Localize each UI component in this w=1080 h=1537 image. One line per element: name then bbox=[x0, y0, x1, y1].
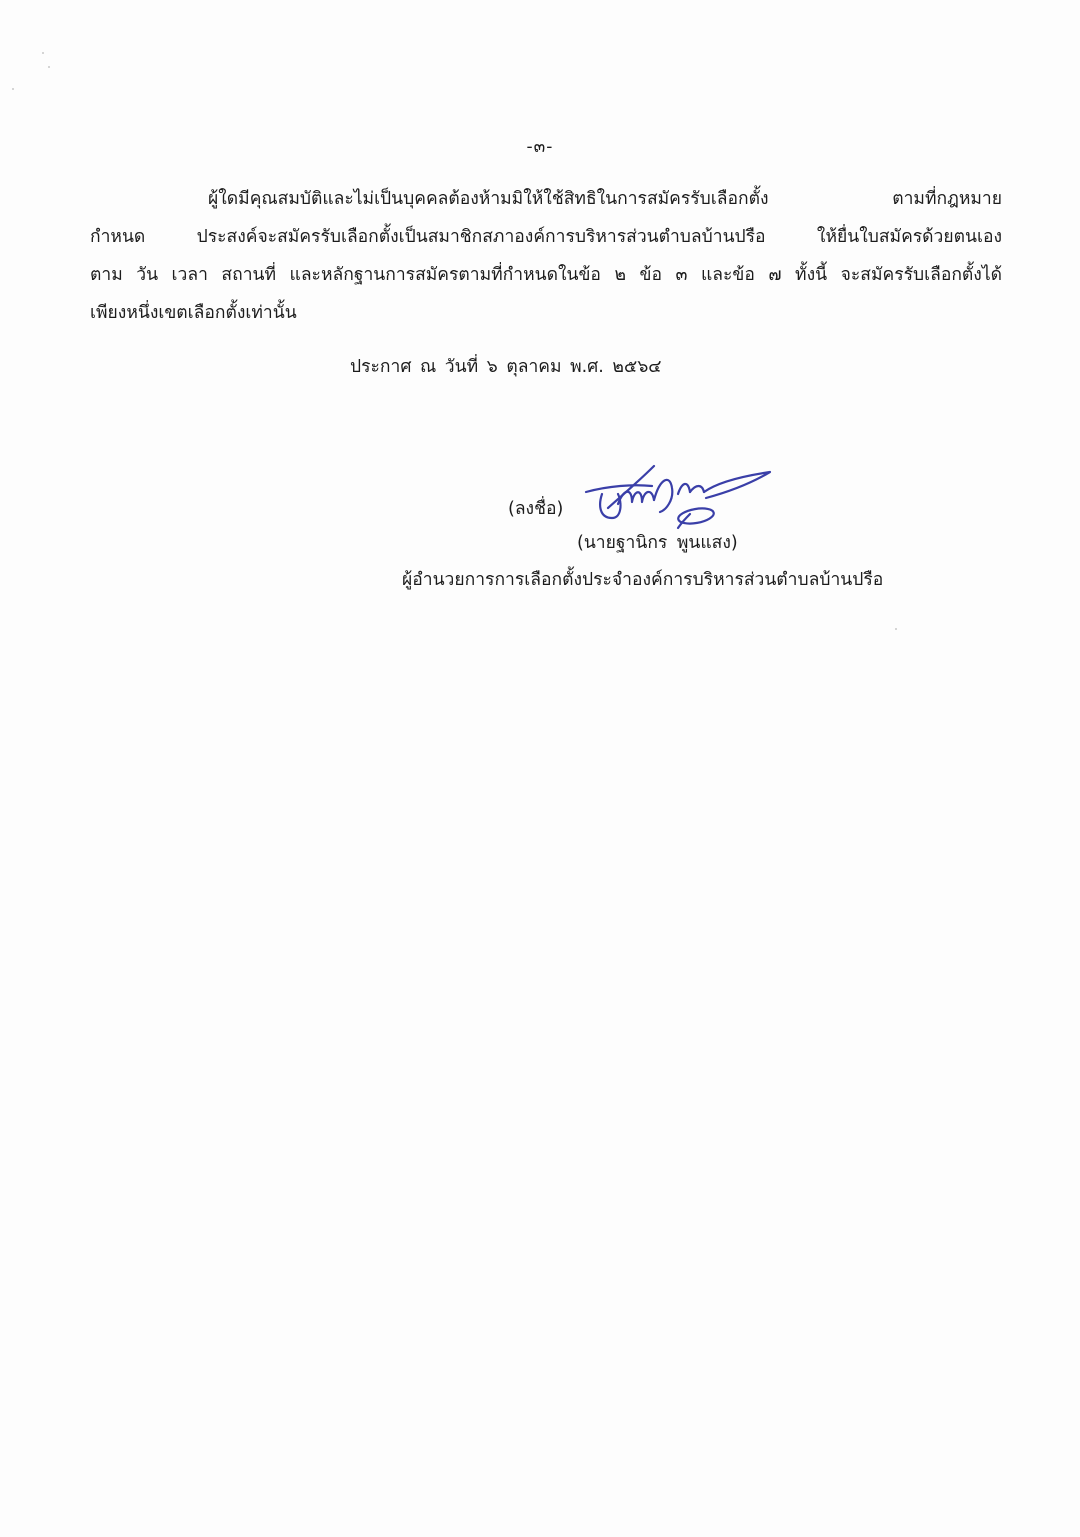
scan-speck bbox=[42, 52, 44, 54]
scan-speck bbox=[895, 628, 897, 630]
paragraph-line: ผู้ใดมีคุณสมบัติและไม่เป็นบุคคลต้องห้ามมิให้ใช้สิทธิในการสมัครรับเลือกตั้ง ตามที่กฎหมาย bbox=[208, 189, 1002, 209]
signer-title: ผู้อำนวยการการเลือกตั้งประจำองค์การบริหารส่วนตำบลบ้านปรือ bbox=[402, 570, 884, 590]
body-paragraph bbox=[90, 180, 1002, 332]
sign-label: (ลงชื่อ) bbox=[508, 499, 564, 519]
paragraph-line: เพียงหนึ่งเขตเลือกตั้งเท่านั้น bbox=[90, 303, 297, 323]
scan-speck bbox=[48, 66, 50, 68]
announcement-date: ประกาศ ณ วันที่ ๖ ตุลาคม พ.ศ. ๒๕๖๔ bbox=[350, 357, 662, 377]
page-number: -๓- bbox=[526, 137, 554, 157]
paragraph-line: ตาม วัน เวลา สถานที่ และหลักฐานการสมัครตามที่กำหนดในข้อ ๒ ข้อ ๓ และข้อ ๗ ทั้งนี้ จะสมัครรับเลือกตั้งได้ bbox=[90, 265, 1002, 285]
scan-speck bbox=[12, 88, 14, 90]
signer-name: (นายฐานิกร พูนแสง) bbox=[577, 533, 738, 553]
paragraph-line: กำหนด ประสงค์จะสมัครรับเลือกตั้งเป็นสมาชิกสภาองค์การบริหารส่วนตำบลบ้านปรือ ให้ยื่นใบสมัครด้วยตนเอง bbox=[90, 227, 1002, 247]
